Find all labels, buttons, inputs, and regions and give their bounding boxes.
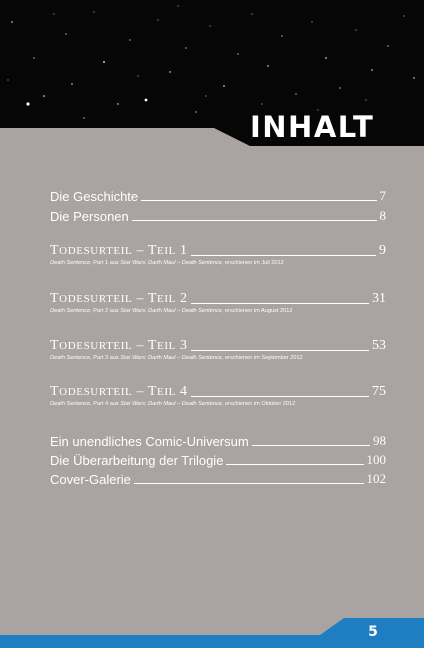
dot-leader — [191, 255, 376, 256]
toc-entry-label: TODESURTEIL – TEIL 4 — [50, 384, 188, 399]
toc-entry-page: 7 — [379, 188, 386, 203]
page-number: 5 — [368, 624, 378, 640]
toc-entry-label: TODESURTEIL – TEIL 1 — [50, 243, 188, 258]
toc-entry-die-geschichte[interactable] — [50, 188, 386, 204]
toc-entry-label: TODESURTEIL – TEIL 2 — [50, 291, 188, 306]
dot-leader — [132, 220, 377, 221]
toc-entry-page: 53 — [372, 338, 386, 353]
toc-entry-label: Cover-Galerie — [50, 472, 131, 487]
dot-leader — [191, 350, 369, 351]
toc-entry-page: 100 — [366, 452, 386, 467]
dot-leader — [141, 200, 376, 201]
dot-leader — [191, 396, 369, 397]
toc-entry-die-personen[interactable] — [50, 208, 386, 224]
toc-entry-page: 75 — [372, 384, 386, 399]
toc-entry-teil-4[interactable] — [50, 384, 386, 407]
toc-entry-label: TODESURTEIL – TEIL 3 — [50, 338, 188, 353]
toc-entry-page: 31 — [372, 291, 386, 306]
dot-leader — [134, 483, 364, 484]
toc-entry-source-note: Death Sentence, Part 2 aus Star Wars: Darth Maul – Death Sentence, erschienen im August 2012 — [50, 308, 293, 314]
toc-entry-teil-1[interactable] — [50, 243, 386, 266]
toc-entry-cover-galerie[interactable] — [50, 471, 386, 487]
toc-entry-teil-3[interactable] — [50, 338, 386, 361]
toc-entry-label: Die Geschichte — [50, 189, 139, 204]
toc-entry-source-note: Death Sentence, Part 1 aus Star Wars: Darth Maul – Death Sentence, erschienen im Juli 2012 — [50, 260, 284, 266]
toc-entry-label: Ein unendliches Comic-Universum — [50, 434, 249, 449]
toc-entry-page: 9 — [379, 243, 386, 258]
toc-entry-ueberarbeitung[interactable] — [50, 452, 386, 468]
toc-entry-page: 102 — [366, 471, 386, 486]
toc-entry-page: 8 — [379, 208, 386, 223]
toc-entry-comic-universum[interactable] — [50, 433, 386, 449]
toc-entry-label: Die Personen — [50, 209, 129, 224]
toc-entry-source-note: Death Sentence, Part 4 aus Star Wars: Darth Maul – Death Sentence, erschienen im Oktober 2012 — [50, 401, 296, 407]
toc-entry-page: 98 — [373, 433, 386, 448]
dot-leader — [226, 464, 363, 465]
toc-entry-source-note: Death Sentence, Part 3 aus Star Wars: Darth Maul – Death Sentence, erschienen im September 2012 — [50, 355, 303, 361]
toc-entry-label: Die Überarbeitung der Trilogie — [50, 453, 224, 468]
dot-leader — [252, 445, 370, 446]
toc-entry-teil-2[interactable] — [50, 291, 386, 314]
page-title: INHALT — [250, 110, 375, 144]
dot-leader — [191, 303, 369, 304]
